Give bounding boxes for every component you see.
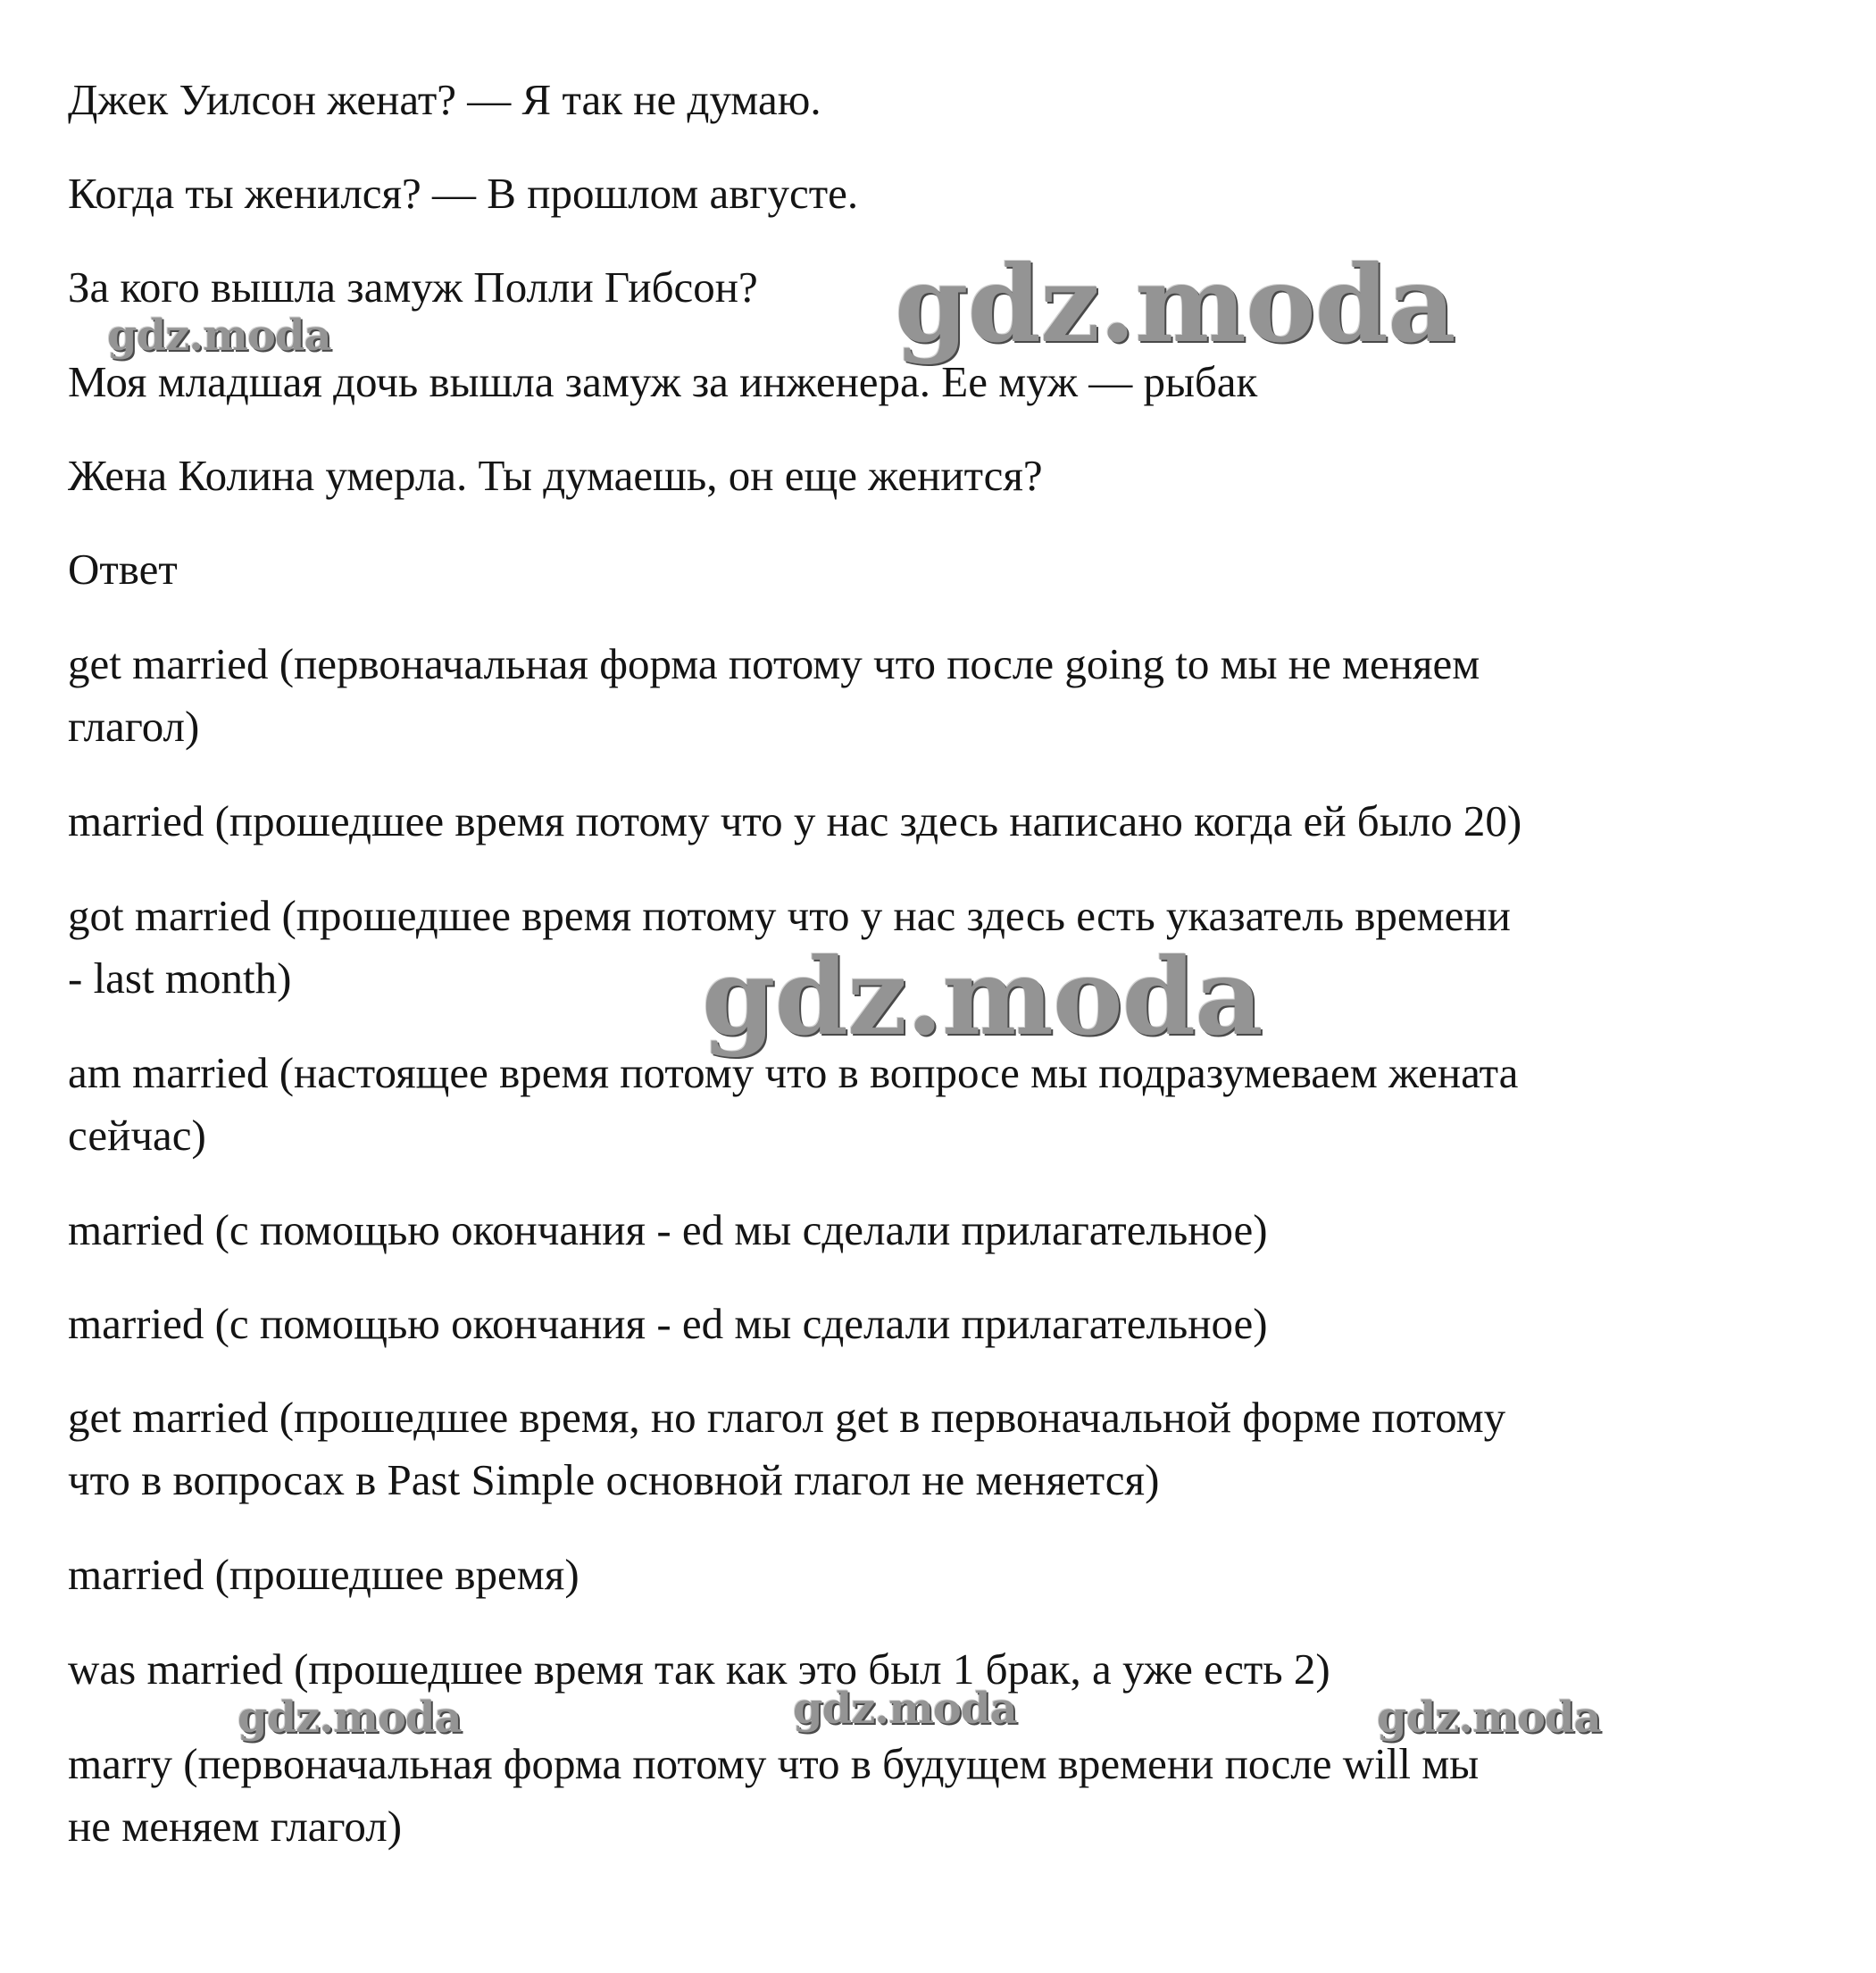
answer-line: am married (настоящее время потому что в вопросе мы подразумеваем жената: [68, 1048, 1519, 1097]
text-line: Моя младшая дочь вышла замуж за инженера. Ее муж — рыбак: [68, 357, 1258, 406]
watermark-logo: gdz.moda: [107, 311, 331, 361]
watermark-logo: gdz.moda: [702, 935, 1263, 1059]
answer-line: не меняем глагол): [68, 1802, 403, 1851]
answer-line: - last month): [68, 953, 292, 1003]
answer-line: married (прошедшее время): [68, 1550, 579, 1599]
watermark-logo: gdz.moda: [895, 242, 1455, 366]
answer-line: сейчас): [68, 1111, 206, 1160]
text-line: Когда ты женился? — В прошлом августе.: [68, 169, 859, 218]
watermark-logo: gdz.moda: [238, 1693, 462, 1743]
answer-line: married (с помощью окончания - ed мы сделали прилагательное): [68, 1299, 1268, 1348]
answer-line: married (с помощью окончания - ed мы сделали прилагательное): [68, 1205, 1268, 1254]
answer-line: marry (первоначальная форма потому что в будущем времени после will мы: [68, 1739, 1480, 1788]
text-line: Жена Колина умерла. Ты думаешь, он еще женится?: [68, 451, 1043, 500]
answer-line: was married (прошедшее время так как это был 1 брак, а уже есть 2): [68, 1644, 1330, 1694]
watermark-logo: gdz.moda: [793, 1684, 1017, 1734]
answer-heading: Ответ: [68, 545, 178, 594]
answer-line: get married (прошедшее время, но глагол get в первоначальной форме потому: [68, 1393, 1506, 1442]
answer-line: глагол): [68, 702, 200, 751]
answer-line: got married (прошедшее время потому что у нас здесь есть указатель времени: [68, 891, 1511, 940]
answer-line: married (прошедшее время потому что у нас здесь написано когда ей было 20): [68, 796, 1522, 845]
answer-line: что в вопросах в Past Simple основной глагол не меняется): [68, 1455, 1160, 1504]
text-line: Джек Уилсон женат? — Я так не думаю.: [68, 75, 821, 124]
text-line: За кого вышла замуж Полли Гибсон?: [68, 262, 758, 312]
answer-line: get married (первоначальная форма потому что после going to мы не меняем: [68, 639, 1480, 688]
watermark-logo: gdz.moda: [1377, 1693, 1601, 1743]
